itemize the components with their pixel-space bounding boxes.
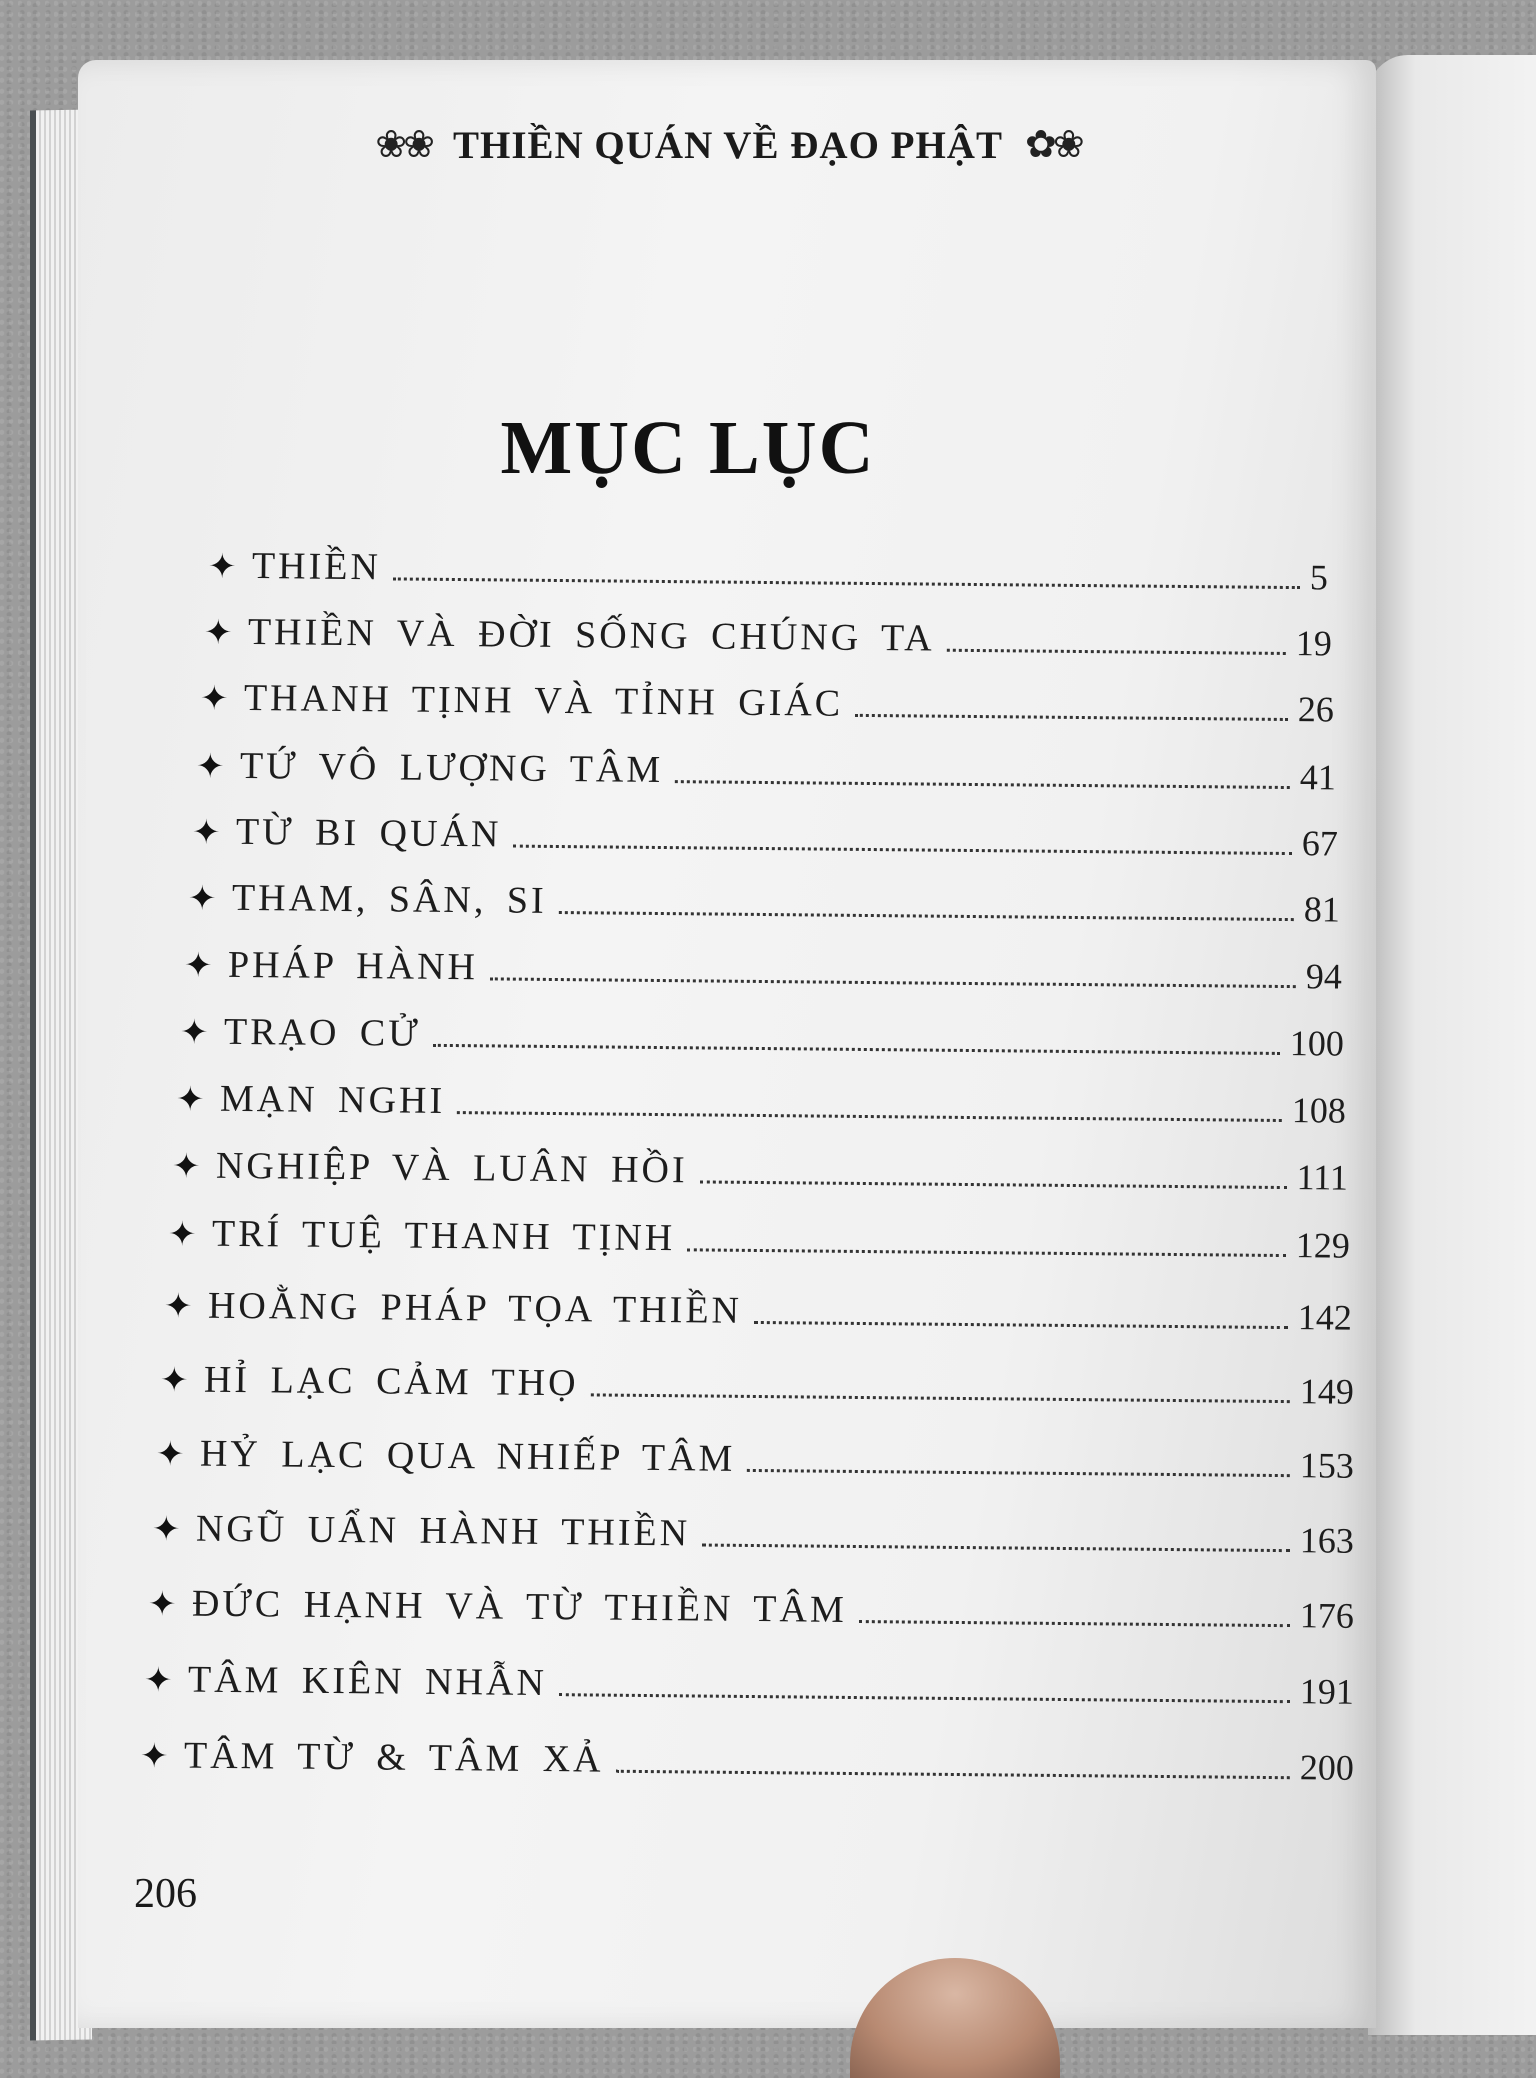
dot-leader [559,1693,1290,1703]
four-point-star-icon: ✦ [179,1014,209,1052]
four-point-star-icon: ✦ [159,1362,189,1400]
toc-entry-title: TỪ BI QUÁN [235,810,502,856]
toc-entry-title: TRẠO CỬ [223,1010,421,1055]
toc-entry-page: 200 [1299,1747,1355,1788]
dot-leader [559,911,1294,921]
toc-entry-page: 163 [1299,1520,1355,1561]
toc-entry-title: NGHIỆP VÀ LUÂN HỒI [215,1144,688,1192]
page-number: 206 [134,1871,197,1917]
toc-entry-page: 67 [1301,823,1339,864]
dot-leader [490,977,1296,988]
dot-leader [947,649,1286,655]
toc-entry-page: 19 [1295,623,1333,664]
toc-entry [204,601,1332,662]
four-point-star-icon: ✦ [147,1586,177,1624]
toc-entry-page: 41 [1299,757,1337,798]
dot-leader [457,1111,1282,1122]
dot-leader [855,714,1288,721]
toc-entry-page: 5 [1309,557,1329,598]
dot-leader [590,1393,1289,1403]
dot-leader [433,1044,1280,1055]
toc-entry [159,1348,1355,1412]
toc-entry-page: 176 [1299,1595,1355,1636]
toc-entry-page: 142 [1297,1297,1353,1338]
toc-entry [200,667,1334,728]
toc-entry [148,1572,1354,1634]
toc-entry-title: PHÁP HÀNH [227,943,479,989]
toc-entry-page: 149 [1299,1371,1355,1412]
table-of-contents [78,60,1376,2028]
four-point-star-icon: ✦ [183,947,213,985]
toc-entry-title: THANH TỊNH VÀ TỈNH GIÁC [243,676,844,725]
four-point-star-icon: ✦ [203,614,233,652]
running-header-title: THIỀN QUÁN VỀ ĐẠO PHẬT [452,123,1003,167]
toc-entry [179,1000,1345,1064]
dot-leader [393,577,1300,589]
toc-entry-page: 108 [1291,1090,1347,1131]
four-point-star-icon: ✦ [195,748,225,786]
toc-entry-page: 111 [1296,1157,1349,1198]
toc-entry [192,801,1338,862]
four-point-star-icon: ✦ [139,1738,169,1776]
four-point-star-icon: ✦ [187,880,217,918]
toc-entry [175,1067,1347,1131]
toc-entry [208,535,1328,596]
toc-entry-title: HỶ LẠC QUA NHIẾP TÂM [199,1432,736,1480]
four-point-star-icon: ✦ [191,814,221,852]
book-page [78,60,1376,2028]
four-point-star-icon: ✦ [155,1436,185,1474]
dot-leader [747,1469,1290,1477]
lotus-ornament-icon: ❀❀ [375,124,431,166]
four-point-star-icon: ✦ [171,1148,201,1186]
toc-entry [152,1497,1354,1559]
dot-leader [700,1180,1287,1189]
dot-leader [754,1321,1288,1329]
toc-entry-page: 129 [1295,1225,1351,1266]
toc-entry [187,866,1341,930]
toc-entry [155,1422,1355,1486]
toc-entry [144,1648,1354,1710]
four-point-star-icon: ✦ [163,1288,193,1326]
dot-leader [513,845,1292,855]
toc-entry [140,1724,1354,1786]
toc-entry [167,1202,1351,1266]
four-point-star-icon: ✦ [175,1081,205,1119]
toc-entry [171,1134,1349,1198]
four-point-star-icon: ✦ [167,1216,197,1254]
adjacent-page [1368,55,1536,2035]
toc-entry-title: TÂM TỪ & TÂM XẢ [183,1734,604,1781]
dot-leader [687,1248,1286,1257]
dot-leader [859,1620,1290,1627]
toc-entry [183,933,1343,997]
toc-heading: MỤC LỤC [500,406,876,490]
four-point-star-icon: ✦ [199,680,229,718]
dot-leader [675,780,1290,789]
four-point-star-icon: ✦ [207,548,237,586]
toc-entry-page: 94 [1305,956,1343,997]
toc-entry-page: 26 [1297,689,1335,730]
toc-entry-title: NGŨ UẨN HÀNH THIỀN [195,1507,691,1555]
toc-entry-title: MẠN NGHI [219,1077,446,1122]
toc-entry [163,1274,1353,1338]
four-point-star-icon: ✦ [143,1662,173,1700]
toc-entry-title: HỈ LẠC CẢM THỌ [203,1358,579,1405]
toc-entry-title: HOẰNG PHÁP TỌA THIỀN [207,1284,743,1332]
toc-entry-title: ĐỨC HẠNH VÀ TỪ THIỀN TÂM [191,1582,847,1631]
toc-entry-page: 191 [1299,1671,1355,1712]
lotus-ornament-icon: ✿❀ [1025,124,1081,166]
dot-leader [702,1544,1290,1553]
dot-leader [615,1770,1289,1779]
toc-entry-title: TÂM KIÊN NHẪN [187,1658,548,1705]
toc-entry-title: THIỀN [251,545,382,589]
toc-entry-page: 81 [1303,889,1341,930]
toc-entry-page: 153 [1299,1445,1355,1486]
toc-entry [196,735,1336,796]
toc-entry-page: 100 [1289,1023,1345,1064]
toc-entry-title: THIỀN VÀ ĐỜI SỐNG CHÚNG TA [247,611,935,660]
toc-entry-title: THAM, SÂN, SI [231,876,547,922]
toc-entry-title: TỨ VÔ LƯỢNG TÂM [239,744,664,792]
toc-entry-title: TRÍ TUỆ THANH TỊNH [211,1212,676,1260]
four-point-star-icon: ✦ [151,1511,181,1549]
